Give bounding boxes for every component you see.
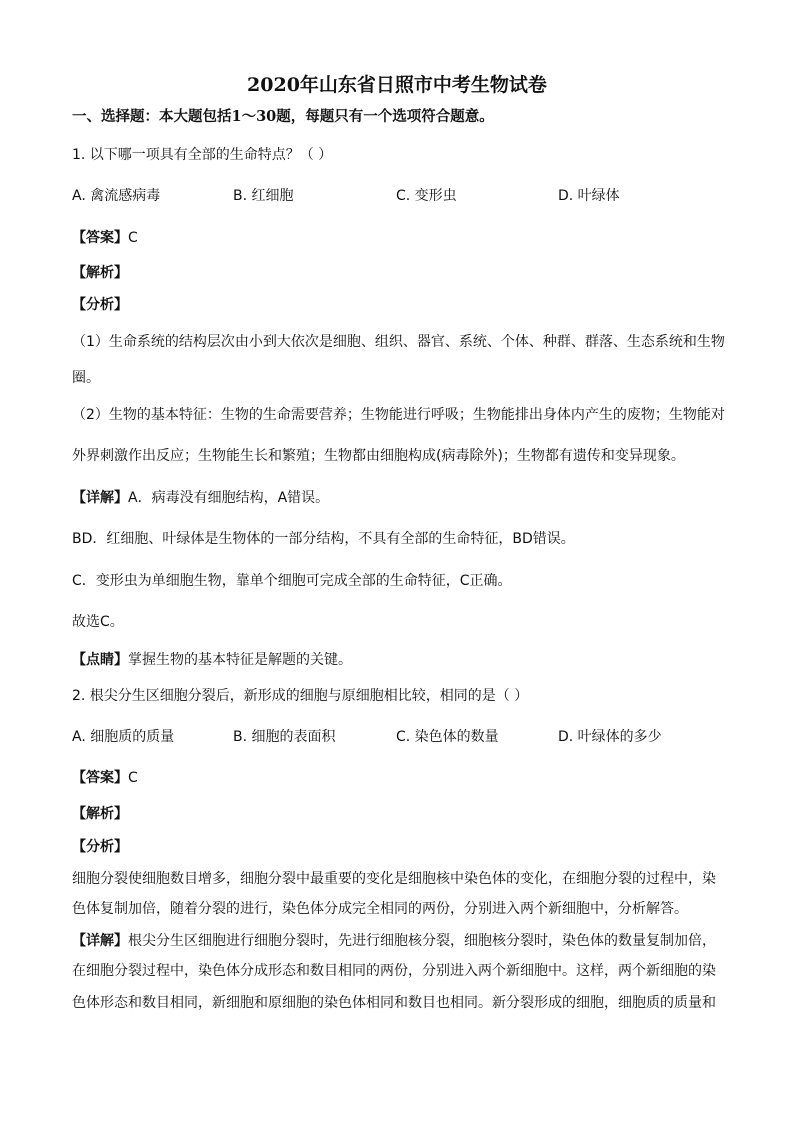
q2-analysis-tag: 【解析】 <box>72 806 128 822</box>
q2-detail-line-b: 在细胞分裂过程中，染色体分成形态和数目相同的两份，分别进入两个新细胞中。这样，两个新细胞的染 <box>72 963 716 979</box>
q2-answer <box>72 769 724 787</box>
q2-detail-text-a: 根尖分生区细胞进行细胞分裂时，先进行细胞核分裂，细胞核分裂时，染色体的数量复制加倍， <box>128 933 716 949</box>
q2-detail-tag: 【详解】 <box>72 933 128 949</box>
q1-detail-4: 故选C。 <box>72 614 124 630</box>
q2-fenxi-line-a: 细胞分裂使细胞数目增多，细胞分裂中最重要的变化是细胞核中染色体的变化，在细胞分裂的过程中，染 <box>72 871 716 887</box>
q1-comment-tag: 【点睛】 <box>72 652 128 668</box>
q1-fenxi-2-line-a: （2）生物的基本特征：生物的生命需要营养；生物能进行呼吸；生物能排出身体内产生的废物；生物能对 <box>72 407 725 423</box>
q1-analysis-tag: 【解析】 <box>72 265 128 281</box>
question-1-stem: 1. 以下哪一项具有全部的生命特点？（ ） <box>72 147 333 163</box>
page-title: 2020年山东省日照市中考生物试卷 <box>247 74 547 96</box>
q1-answer <box>72 229 724 247</box>
q2-option-d: D. 叶绿体的多少 <box>558 729 662 745</box>
q1-fenxi-1-line-b: 圈。 <box>72 370 100 386</box>
q1-detail-tag: 【详解】 <box>72 490 128 506</box>
q2-answer-value: C <box>128 770 138 786</box>
q1-answer-value: C <box>128 230 138 246</box>
q2-option-a: A. 细胞质的质量 <box>72 729 175 745</box>
q2-fenxi-line-b: 色体复制加倍，随着分裂的进行，染色体分成完全相同的两份，分别进入两个新细胞中，分析解答。 <box>72 901 688 917</box>
q1-fenxi-tag: 【分析】 <box>72 297 128 313</box>
q2-option-b: B. 细胞的表面积 <box>233 729 336 745</box>
q1-fenxi-2-line-b: 外界刺激作出反应；生物能生长和繁殖；生物都由细胞构成(病毒除外)；生物都有遗传和变异现象。 <box>72 448 685 464</box>
q2-detail-line-c: 色体形态和数目相同，新细胞和原细胞的染色体相同和数目也相同。新分裂形成的细胞，细胞质的质量和 <box>72 995 716 1011</box>
q1-detail-3: C．变形虫为单细胞生物，靠单个细胞可完成全部的生命特征，C正确。 <box>72 573 512 589</box>
q1-comment-text: 掌握生物的基本特征是解题的关键。 <box>128 652 352 668</box>
q1-option-c: C. 变形虫 <box>396 188 457 204</box>
q1-detail-2: BD．红细胞、叶绿体是生物体的一部分结构，不具有全部的生命特征，BD错误。 <box>72 531 575 547</box>
q1-option-d: D. 叶绿体 <box>558 188 620 204</box>
q2-answer-tag: 【答案】 <box>72 770 128 786</box>
q1-option-b: B. 红细胞 <box>233 188 294 204</box>
question-2-stem: 2. 根尖分生区细胞分裂后，新形成的细胞与原细胞相比较，相同的是（ ） <box>72 688 529 704</box>
q1-detail-1 <box>72 489 724 507</box>
q2-option-c: C. 染色体的数量 <box>396 729 499 745</box>
q1-detail-1-text: A．病毒没有细胞结构，A错误。 <box>128 490 330 506</box>
q1-comment <box>72 651 724 669</box>
q1-option-a: A. 禽流感病毒 <box>72 188 161 204</box>
q2-fenxi-tag: 【分析】 <box>72 839 128 855</box>
q1-fenxi-1-line-a: （1）生命系统的结构层次由小到大依次是细胞、组织、器官、系统、个体、种群、群落、生态系统和生物 <box>72 334 725 350</box>
q1-answer-tag: 【答案】 <box>72 230 128 246</box>
q2-detail-line-a <box>72 932 724 950</box>
section-heading: 一、选择题：本大题包括1～30题，每题只有一个选项符合题意。 <box>72 108 494 125</box>
